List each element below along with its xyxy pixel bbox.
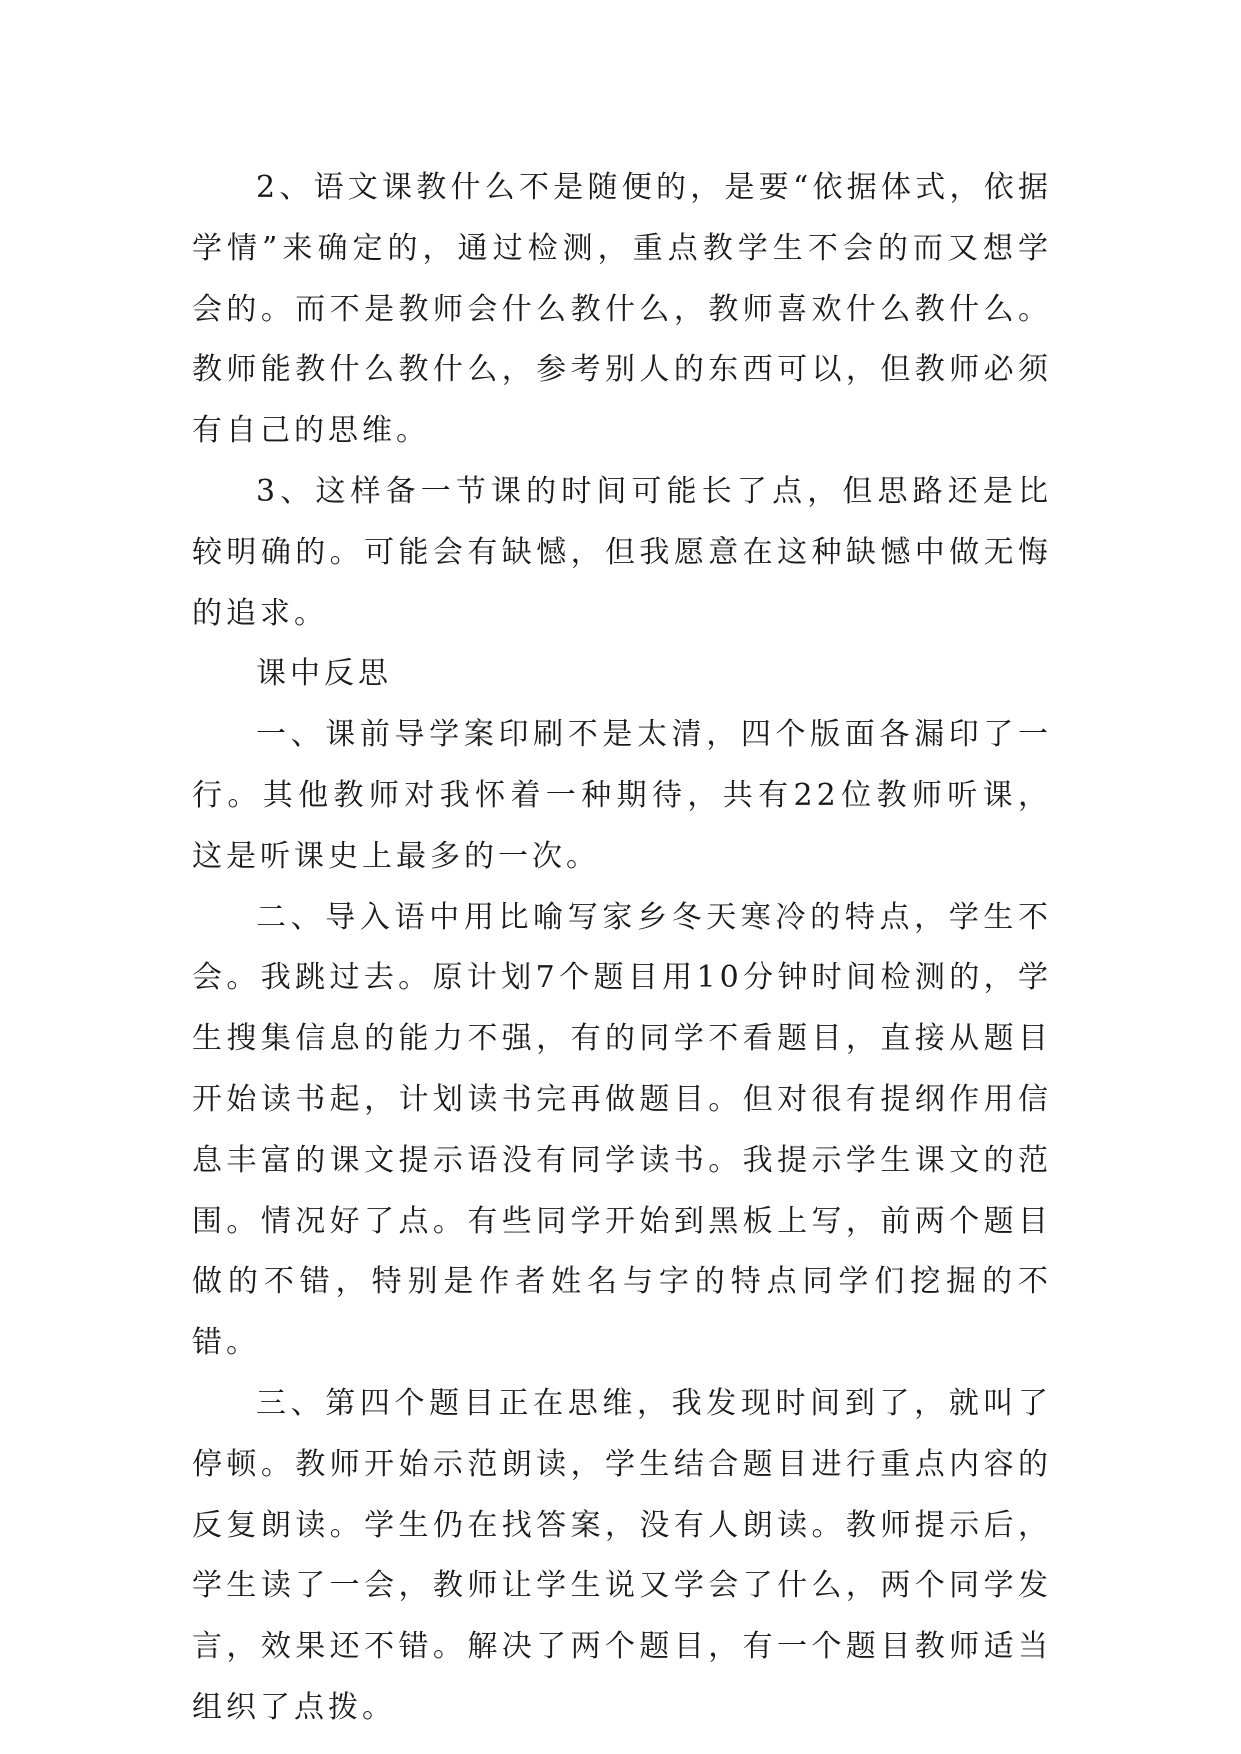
paragraph-teaching-content: 2、语文课教什么不是随便的，是要“依据体式，依据学情”来确定的，通过检测，重点教学生不会的而又想学会的。而不是教师会什么教什么，教师喜欢什么教什么。教师能教什么教什么，参考别人的东西可以，但教师必须有自己的思维。 xyxy=(192,170,1052,449)
paragraph-lesson-time: 3、这样备一节课的时间可能长了点，但思路还是比较明确的。可能会有缺憾，但我愿意在这种缺憾中做无悔的追求。 xyxy=(192,473,1052,631)
document-page xyxy=(192,158,1052,1739)
paragraph-reflection-three: 三、第四个题目正在思维，我发现时间到了，就叫了停顿。教师开始示范朗读，学生结合题目进行重点内容的反复朗读。学生仍在找答案，没有人朗读。教师提示后，学生读了一会，教师让学生说又学会了什么，两个同学发言，效果还不错。解决了两个题目，有一个题目教师适当组织了点拨。 xyxy=(192,1385,1052,1725)
paragraph-reflection-one: 一、课前导学案印刷不是太清，四个版面各漏印了一行。其他教师对我怀着一种期待，共有22位教师听课，这是听课史上最多的一次。 xyxy=(192,717,1052,874)
section-heading-in-class-reflection: 课中反思 xyxy=(256,656,392,692)
paragraph-reflection-two: 二、导入语中用比喻写家乡冬天寒冷的特点，学生不会。我跳过去。原计划7个题目用10分钟时间检测的，学生搜集信息的能力不强，有的同学不看题目，直接从题目开始读书起，计划读书完再做题目。但对很有提纲作用信息丰富的课文提示语没有同学读书。我提示学生课文的范围。情况好了点。有些同学开始到黑板上写，前两个题目做的不错，特别是作者姓名与字的特点同学们挖掘的不错。 xyxy=(192,899,1052,1361)
